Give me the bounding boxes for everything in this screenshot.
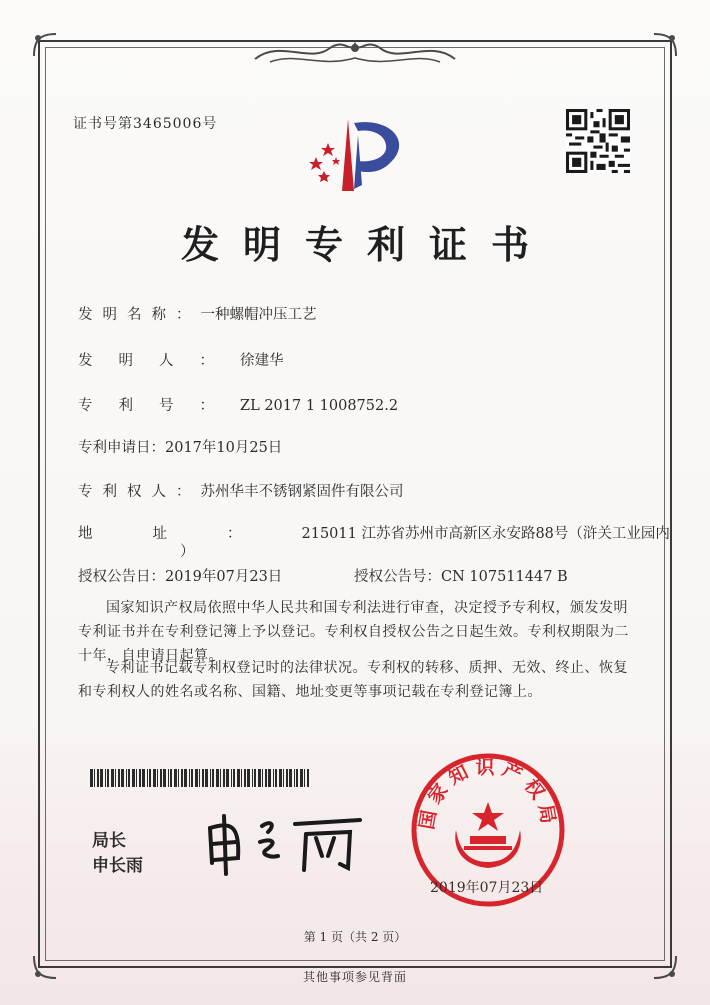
patent-number-row xyxy=(78,394,398,415)
footer-note: 其他事项参见背面 xyxy=(302,970,407,984)
top-ornament xyxy=(250,34,460,74)
grant-number-value: CN 107511447 B xyxy=(441,569,568,585)
certificate-title: 发明专利证书 xyxy=(180,222,553,267)
corner-ornament-tl xyxy=(30,30,60,60)
inventor-value: 徐建华 xyxy=(240,353,284,369)
invention-name-value: 一种螺帽冲压工艺 xyxy=(200,307,317,323)
patent-office-logo xyxy=(302,113,412,195)
patentee-row xyxy=(78,480,404,501)
patent-number-value: ZL 2017 1 1008752.2 xyxy=(240,398,399,414)
invention-name-label: 发明名称： xyxy=(78,307,201,323)
qr-code xyxy=(566,109,630,173)
grant-date-row xyxy=(78,565,282,586)
grant-number-label: 授权公告号： xyxy=(354,569,441,585)
corner-ornament-tr xyxy=(650,30,680,60)
address-value-line1: 215011 江苏省苏州市高新区永安路88号（浒关工业园内 xyxy=(301,526,670,542)
certificate-number: 证书号第3465006号 xyxy=(73,116,218,132)
filing-date-label: 专利申请日： xyxy=(78,440,165,456)
grant-date-value: 2019年07月23日 xyxy=(165,569,283,585)
patentee-label: 专利权人： xyxy=(78,484,201,500)
invention-name-row xyxy=(78,303,317,324)
filing-date-row xyxy=(78,436,282,457)
address-label: 地址： xyxy=(78,526,302,542)
filing-date-value: 2017年10月25日 xyxy=(165,440,283,456)
patentee-value: 苏州华丰不锈钢紧固件有限公司 xyxy=(200,484,404,500)
patent-number-label: 专利号： xyxy=(78,398,240,414)
address-value-line2: ） xyxy=(180,544,195,560)
inventor-row xyxy=(78,349,284,370)
grant-number-row xyxy=(354,565,568,586)
inventor-label: 发明人： xyxy=(78,353,240,369)
barcode xyxy=(90,769,310,787)
seal-text: 国家知识产权局 xyxy=(415,756,561,832)
director-name: 申长雨 xyxy=(92,856,143,876)
grant-date-label: 授权公告日： xyxy=(78,569,165,585)
director-signature xyxy=(200,808,370,878)
body-paragraph-1: 国家知识产权局依照中华人民共和国专利法进行审查，决定授予专利权，颁发发明专利证书并在专利登记簿上予以登记。专利权自授权公告之日起生效。专利权期限为二十年，自申请日起算。 xyxy=(78,600,629,664)
seal-date: 2019年07月23日 xyxy=(430,880,544,896)
body-paragraph-2: 专利证书记载专利权登记时的法律状况。专利权的转移、质押、无效、终止、恢复和专利权人的姓名或名称、国籍、地址变更等事项记载在专利登记簿上。 xyxy=(78,660,628,700)
page-number: 第 1 页（共 2 页） xyxy=(303,930,407,944)
address-row xyxy=(78,522,670,543)
director-title: 局长 xyxy=(92,831,126,851)
